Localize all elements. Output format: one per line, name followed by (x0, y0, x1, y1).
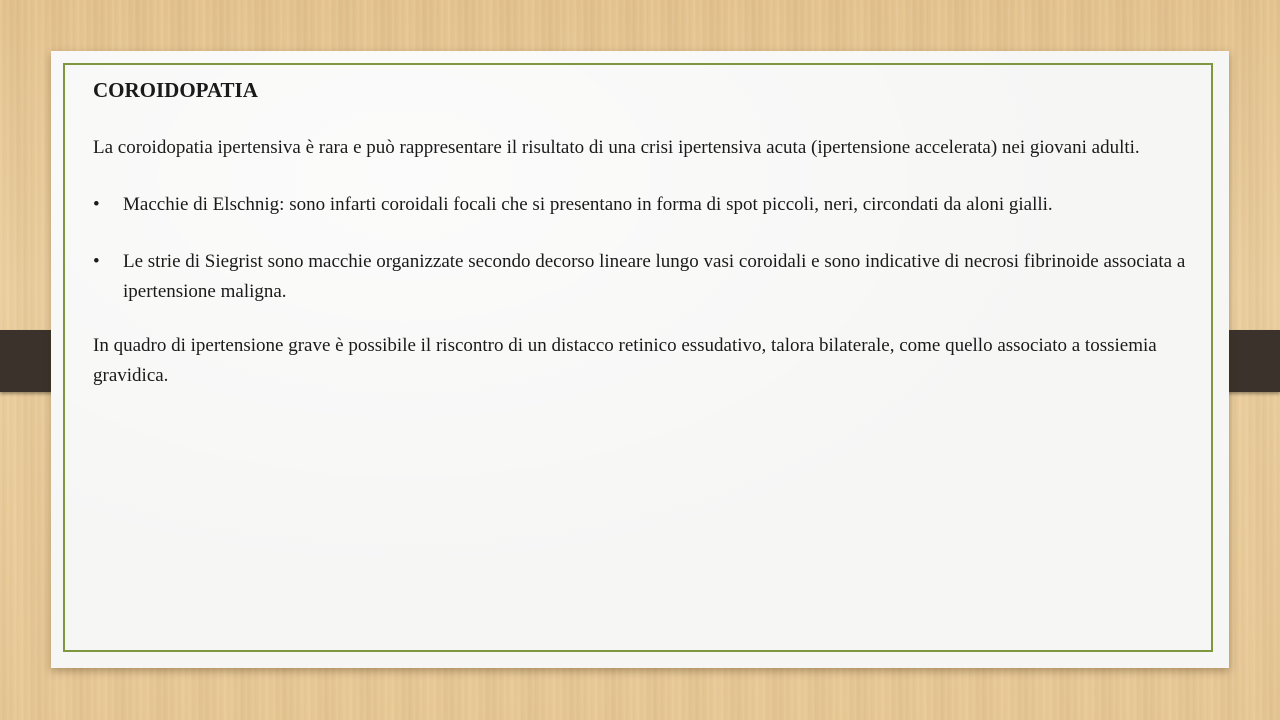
slide-paper (51, 51, 1229, 668)
bullet-marker: • (93, 194, 100, 215)
intro-paragraph: La coroidopatia ipertensiva è rara e può rappresentare il risultato di una crisi ipertensiva acuta (ipertensione accelerata) nei giovani adulti. (93, 137, 1140, 158)
slide-title: COROIDOPATIA (93, 78, 258, 102)
bullet-item-elschnig (93, 190, 1203, 220)
bullet-marker: • (93, 251, 100, 272)
bullet-item-siegrist (93, 247, 1203, 307)
closing-paragraph: In quadro di ipertensione grave è possibile il riscontro di un distacco retinico essudativo, talora bilaterale, come quello associato a tossiemia gravidica. (93, 335, 1157, 386)
bullet-text: Macchie di Elschnig: sono infarti coroidali focali che si presentano in forma di spot piccoli, neri, circondati da aloni gialli. (123, 194, 1053, 215)
bullet-text: Le strie di Siegrist sono macchie organizzate secondo decorso lineare lungo vasi coroidali e sono indicative di necrosi fibrinoide associata a ipertensione maligna. (123, 251, 1186, 302)
slide-content (93, 77, 1203, 391)
